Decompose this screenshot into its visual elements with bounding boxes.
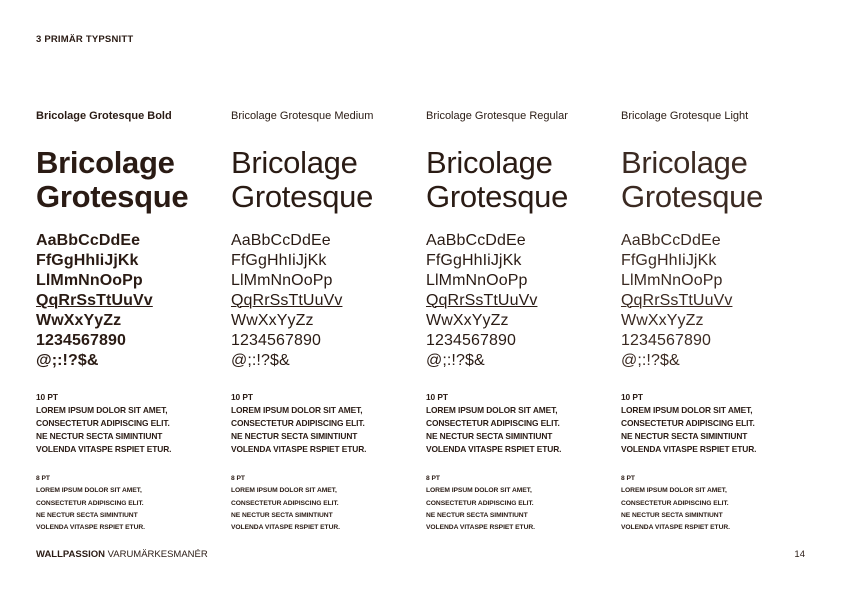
sample-line: CONSECTETUR ADIPISCING ELIT. [621,499,729,507]
size-label: 10 PT [231,392,253,402]
sample-line: VOLENDA VITASPE RSPIET ETUR. [231,524,340,532]
sample-line: LOREM IPSUM DOLOR SIT AMET, [36,405,168,415]
charset-line: LlMmNnOoPp [36,272,143,289]
page-number: 14 [794,549,805,560]
charset-line: LlMmNnOoPp [231,272,333,289]
charset-line: WwXxYyZz [36,312,122,329]
sample-line: CONSECTETUR ADIPISCING ELIT. [426,499,534,507]
size-label: 10 PT [36,392,58,402]
charset-line: FfGgHhIiJjKk [426,252,522,269]
sample-line: CONSECTETUR ADIPISCING ELIT. [231,499,339,507]
sample-line: NE NECTUR SECTA SIMINTIUNT [231,431,358,441]
section-label: 3 PRIMÄR TYPSNITT [36,34,134,45]
sample-8pt [36,473,145,534]
sample-line: NE NECTUR SECTA SIMINTIUNT [621,511,723,519]
charset-line: QqRrSsTtUuVv [36,292,153,309]
sample-line: LOREM IPSUM DOLOR SIT AMET, [36,487,142,495]
sample-line: NE NECTUR SECTA SIMINTIUNT [426,511,528,519]
display-line: Bricolage [231,145,358,180]
display-line: Bricolage [621,145,748,180]
charset-line: WwXxYyZz [231,312,314,329]
sample-line: NE NECTUR SECTA SIMINTIUNT [621,431,748,441]
sample-8pt [426,473,535,534]
charset-line: QqRrSsTtUuVv [621,292,733,309]
size-label: 8 PT [36,475,50,482]
size-label: 8 PT [621,475,635,482]
sample-line: VOLENDA VITASPE RSPIET ETUR. [36,524,145,532]
sample-line: VOLENDA VITASPE RSPIET ETUR. [231,444,367,454]
charset-line: FfGgHhIiJjKk [621,252,717,269]
display-specimen [621,146,763,214]
display-line: Grotesque [621,179,764,214]
display-line: Grotesque [36,179,189,214]
charset-line: 1234567890 [621,332,711,349]
sample-line: CONSECTETUR ADIPISCING ELIT. [621,418,755,428]
charset-line: AaBbCcDdEe [36,232,141,249]
display-specimen [36,146,188,214]
font-name: Bricolage Grotesque Light [621,110,749,122]
charset-line: @;:!?$& [231,352,290,369]
charset-line: 1234567890 [426,332,516,349]
charset-line: QqRrSsTtUuVv [426,292,538,309]
charset-line: @;:!?$& [36,352,99,369]
sample-line: VOLENDA VITASPE RSPIET ETUR. [426,524,535,532]
charset-line: @;:!?$& [621,352,680,369]
sample-line: NE NECTUR SECTA SIMINTIUNT [231,511,333,519]
font-column-bold [36,110,226,532]
display-line: Bricolage [36,145,175,180]
display-line: Grotesque [231,179,374,214]
sample-8pt [621,473,730,534]
sample-line: LOREM IPSUM DOLOR SIT AMET, [426,487,532,495]
charset-line: FfGgHhIiJjKk [231,252,327,269]
charset-line: @;:!?$& [426,352,485,369]
font-name: Bricolage Grotesque Bold [36,110,172,122]
charset-line: AaBbCcDdEe [231,232,331,249]
sample-10pt [621,391,756,456]
sample-line: CONSECTETUR ADIPISCING ELIT. [231,418,365,428]
sample-line: CONSECTETUR ADIPISCING ELIT. [426,418,560,428]
font-name: Bricolage Grotesque Medium [231,110,374,122]
sample-10pt [426,391,561,456]
font-column-regular [426,110,616,532]
charset-line: 1234567890 [36,332,126,349]
sample-line: VOLENDA VITASPE RSPIET ETUR. [426,444,562,454]
sample-line: VOLENDA VITASPE RSPIET ETUR. [621,444,757,454]
footer-brand: WALLPASSION [36,549,105,560]
charset-line: WwXxYyZz [426,312,509,329]
display-specimen [231,146,373,214]
charset-line: LlMmNnOoPp [621,272,723,289]
sample-10pt [231,391,366,456]
font-name: Bricolage Grotesque Regular [426,110,568,122]
size-label: 10 PT [621,392,643,402]
font-column-light [621,110,811,532]
charset-line: AaBbCcDdEe [426,232,526,249]
charset-line: LlMmNnOoPp [426,272,528,289]
sample-line: CONSECTETUR ADIPISCING ELIT. [36,418,170,428]
sample-line: VOLENDA VITASPE RSPIET ETUR. [36,444,172,454]
character-set [426,231,537,371]
sample-line: LOREM IPSUM DOLOR SIT AMET, [621,487,727,495]
size-label: 8 PT [231,475,245,482]
sample-8pt [231,473,340,534]
charset-line: 1234567890 [231,332,321,349]
charset-line: QqRrSsTtUuVv [231,292,343,309]
character-set [36,231,153,371]
character-set [231,231,342,371]
charset-line: WwXxYyZz [621,312,704,329]
sample-line: CONSECTETUR ADIPISCING ELIT. [36,499,144,507]
display-line: Grotesque [426,179,569,214]
sample-line: LOREM IPSUM DOLOR SIT AMET, [426,405,558,415]
font-column-medium [231,110,421,532]
footer-subtitle: VARUMÄRKESMANÉR [107,549,208,560]
size-label: 10 PT [426,392,448,402]
character-set [621,231,732,371]
sample-line: NE NECTUR SECTA SIMINTIUNT [426,431,553,441]
sample-line: NE NECTUR SECTA SIMINTIUNT [36,511,138,519]
display-line: Bricolage [426,145,553,180]
sample-10pt [36,391,171,456]
footer [36,549,208,560]
display-specimen [426,146,568,214]
sample-line: LOREM IPSUM DOLOR SIT AMET, [231,405,363,415]
sample-line: LOREM IPSUM DOLOR SIT AMET, [621,405,753,415]
sample-line: VOLENDA VITASPE RSPIET ETUR. [621,524,730,532]
sample-line: LOREM IPSUM DOLOR SIT AMET, [231,487,337,495]
charset-line: FfGgHhIiJjKk [36,252,139,269]
charset-line: AaBbCcDdEe [621,232,721,249]
size-label: 8 PT [426,475,440,482]
sample-line: NE NECTUR SECTA SIMINTIUNT [36,431,163,441]
